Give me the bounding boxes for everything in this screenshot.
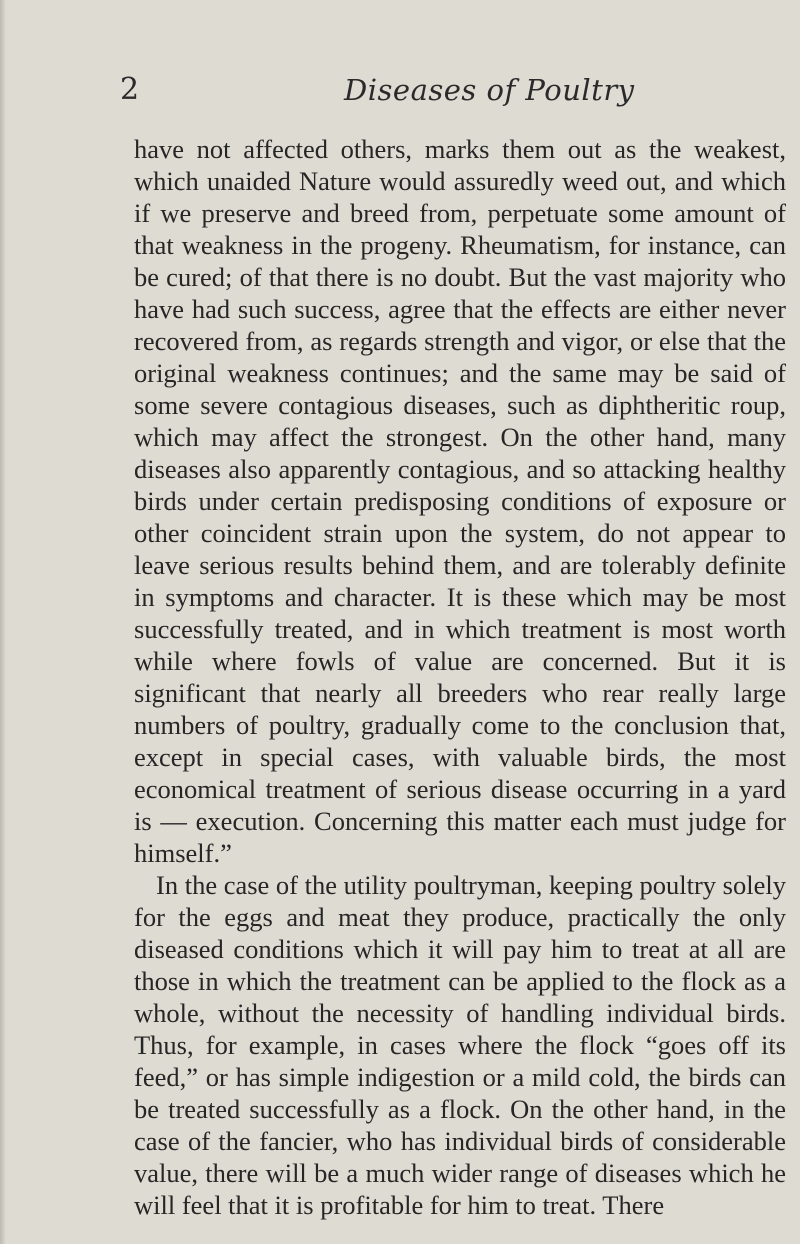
page-number: 2 (120, 72, 140, 107)
paragraph-utility-poultryman: In the case of the utility poultryman, keeping poultry solely for the eggs and meat they produce, practically the only diseased conditions which it will pay him to treat at all are those in which the treatment can be applied to the flock as a whole, without the necessity of handling individual birds. Thus, for example, in cases where the flock “goes off its feed,” or has simple indigestion or a mild cold, the birds can be treated successfully as a flock. On the other hand, in the case of the fancier, who has individual birds of considerable value, there will be a much wider range of diseases which he will feel that it is profitable for him to treat. There (134, 870, 786, 1220)
page-header (0, 72, 800, 112)
page-gutter-shadow (0, 0, 6, 1244)
paragraph-continued: have not affected others, marks them out as the weakest, which unaided Nature would assuredly weed out, and which if we preserve and breed from, perpetuate some amount of that weakness in the progeny. Rheumatism, for instance, can be cured; of that there is no doubt. But the vast majority who have had such success, agree that the effects are either never recovered from, as regards strength and vigor, or else that the original weakness continues; and the same may be said of some severe contagious diseases, such as diphtheritic roup, which may affect the strongest. On the other hand, many diseases also apparently contagious, and so attacking healthy birds under certain predisposing conditions of exposure or other coincident strain upon the system, do not appear to leave serious results behind them, and are tolerably definite in symptoms and character. It is these which may be most successfully treated, and in which treatment is most worth while where fowls of value are concerned. But it is significant that nearly all breeders who rear really large numbers of poultry, gradually come to the conclusion that, except in special cases, with valuable birds, the most economical treatment of serious disease occurring in a yard is — execution. Concerning this matter each must judge for himself.” (134, 134, 786, 868)
running-title: Diseases of Poultry (344, 73, 635, 107)
body-text (134, 133, 786, 1221)
